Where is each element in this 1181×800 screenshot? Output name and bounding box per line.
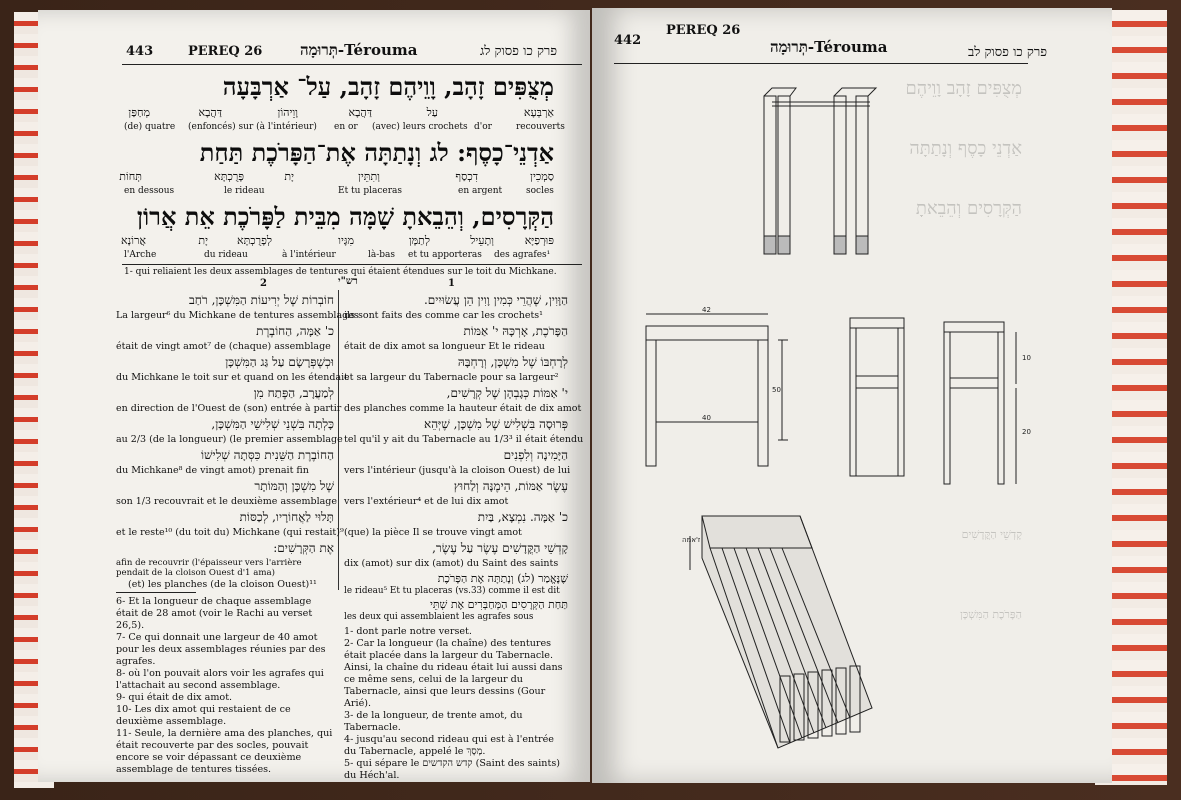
column-row-french: La largeur⁶ du Michkane de tentures assemblages — [116, 310, 359, 321]
aramaic-word: לְפָרֻכְתָּא — [237, 234, 272, 247]
header-rule — [122, 64, 582, 65]
french-gloss: en dessous — [124, 186, 175, 196]
column-2-number: 2 — [260, 278, 267, 289]
french-gloss: Et tu placeras — [338, 186, 402, 196]
verse-footnote: 1- qui reliaient les deux assemblages de tentures qui étaient étendues sur le toit du Michkane. — [124, 267, 557, 277]
column-row-french: au 2/3 (de la longueur) (le premier assemblage — [116, 434, 343, 445]
column-row-hebrew: חוֹבְרוֹת שֶׁל יְרִיעוֹת הַמִּשְׁכָּן, רֹחַב — [188, 293, 334, 307]
column-row-hebrew: קָדְשֵׁי הַקֳּדָשִׁים עֶשֶׂר עַל עֶשֶׂר, — [432, 541, 568, 555]
aramaic-word: תְּחוֹת — [119, 170, 142, 183]
french-gloss: (enfoncés) sur (à l'intérieur) — [188, 122, 317, 132]
column-row-french: était de vingt amot⁷ de (chaque) assemblage — [116, 341, 331, 352]
page-number: 443 — [126, 44, 154, 59]
aramaic-word: פָּרֻכְתָּא — [214, 170, 244, 183]
aramaic-word: פּוּרְפַיָּא — [524, 234, 554, 247]
aramaic-word: וְתִתֵּין — [358, 170, 380, 183]
aramaic-word: מִגָּיו — [338, 234, 354, 247]
right-page: 442 PEREQ 26 תְּרוּמָה-Térouma פרק כו פסוק לב מְצֻפִּים זָהָב וָוֵיהֶם אַדְנֵי כָסֶף וְנָתַתָּה הַקְּרָסִים וְהֵבֵאתָ קָדְשֵׁי הַקֳּדָשִׁים הַפָּרֹכֶת הַמִּשְׁכָּן 42 40 50 10 20 ז'אמה — [592, 8, 1112, 783]
planks-label: ז'אמה — [682, 536, 701, 544]
aramaic-word: אַרְבְּעָא — [523, 106, 554, 119]
diagram-plank-wall — [682, 508, 882, 758]
aramaic-word: יָת — [284, 170, 294, 183]
aramaic-word: עַל — [426, 106, 438, 119]
verse-line-3: הַקְּרָסִים, וְהֵבֵאתָ שָׁמָּה מִבֵּית לַפָּרֹכֶת אֵת אֲרוֹן — [136, 202, 554, 231]
dimension-top: 42 — [702, 306, 711, 314]
diagram-frame-dimensions — [632, 304, 832, 484]
column-row-french: en direction de l'Ouest de (son) entrée à partir — [116, 403, 342, 414]
french-gloss: là-bas — [368, 250, 396, 260]
column-row-hebrew: פְּרוּסָה בִּשְׁלִישׁ שֶׁל מִשְׁכָּן, שֶׁיְּהֵא — [424, 417, 568, 431]
aramaic-word: דִכְסַף — [455, 170, 478, 183]
column-row-hebrew: הַחוֹבֶרֶת הַשֵּׁנִית כִּסְּתָה שְׁלִישׁוֹ — [200, 448, 334, 462]
french-gloss: du rideau — [204, 250, 248, 260]
column-row-french: ils sont faits des comme car les crochets¹ — [344, 310, 543, 321]
footnote: 3- de la longueur, de trente amot, du Tabernacle. — [344, 710, 523, 733]
aramaic-word: וְתָעֵיל — [470, 234, 494, 247]
footnote: 11- Seule, la dernière ama des planches, qui était recouverte par des socles, pouvait encore se voir dépassant ce deuxième assemblage de tentures tissées. — [116, 728, 333, 775]
column-1-number: 1 — [448, 278, 455, 289]
verse-reference: פרק כו פסוק לב — [968, 45, 1048, 60]
column-row-french: tel qu'il y ait du Tabernacle au 1/3³ il était étendu — [344, 434, 584, 445]
column-row-hebrew: שֶׁל מִשְׁכָּן וְהַמּוֹתָר — [254, 479, 334, 493]
column-row-french: et le reste¹⁰ (du toit du) Michkane (qui restait)⁹ — [116, 527, 344, 538]
french-gloss: (de) quatre — [124, 122, 176, 132]
column-row-french: dix (amot) sur dix (amot) du Saint des saints — [344, 558, 559, 569]
french-gloss: à l'intérieur — [282, 250, 336, 260]
column-row-hebrew: הַפָּרֹכֶת, אָרְכָּהּ י' אַמּוֹת — [463, 324, 568, 338]
dimension-height: 50 — [772, 386, 781, 394]
section-title: PEREQ 26 — [188, 44, 263, 59]
column-row-hebrew: הַוָּוִין, שֶׁהֲרֵי כְּמִין וָוִין הֵן עֲשׂוּיִים. — [423, 293, 568, 307]
footnote: 9- qui était de dix amot. — [116, 692, 233, 703]
footnote: 2- Car la longueur (la chaîne) des tentures était placée dans la largeur du Tabernacle. Ainsi, la chaîne du rideau était lui aussi dans ce même sens, celui de la largeur du Tabernacle, ainsi que leurs dessins (Gour Arié). — [344, 638, 563, 709]
column-row-french: son 1/3 recouvrait et le deuxième assemblage — [116, 496, 337, 507]
french-gloss: en argent — [458, 186, 503, 196]
column-row-french: des planches comme la hauteur était de dix amot — [344, 403, 582, 414]
footnote: 1- dont parle notre verset. — [344, 626, 472, 637]
column-row-hebrew: וּכְשֶׁפְּרָשָׂם עַל גַּג הַמִּשְׁכָּן — [225, 355, 334, 369]
dimension-upper: 10 — [1022, 354, 1031, 362]
column-row-french: les deux qui assemblaient les agrafes sous — [344, 612, 534, 622]
column-row-hebrew: כ' אַמָּה, הַחוֹבֶרֶת — [256, 324, 334, 338]
column-row-french: (et) les planches (de la cloison Ouest)¹¹ — [128, 579, 317, 590]
column-row-french: (que) la pièce Il se trouve vingt amot — [344, 527, 522, 538]
french-gloss: des agrafes¹ — [494, 250, 551, 260]
french-gloss: socles — [526, 186, 554, 196]
column-row-hebrew: כָּלְתָה בִּשְׁנֵי שְׁלִישֵׁי הַמִּשְׁכָּן, — [211, 417, 334, 431]
aramaic-word: וָוֵיהוֹן — [277, 106, 298, 119]
french-gloss: et tu apporteras — [408, 250, 482, 260]
aramaic-word: סַמְכִין — [530, 170, 554, 183]
column-row-hebrew: כ' אַמָּה. נִמְצָא, בַּיִת — [477, 510, 568, 524]
parasha-title: תְּרוּמָה-Térouma — [300, 41, 418, 59]
french-gloss: le rideau — [224, 186, 265, 196]
column-row-hebrew: תַּחַת הַקְּרָסִים הַמְּחַבְּרִים אֶת שְׁתֵּי — [429, 598, 568, 611]
footnote: 4- jusqu'au second rideau qui est à l'entrée du Tabernacle, appelé le מָסָךְ. — [344, 734, 554, 757]
column-row-hebrew: לְמַעֲרָב, הַפֶּתַח מִן — [253, 386, 334, 400]
footnote-rule — [116, 592, 196, 593]
header-rule — [614, 63, 1028, 64]
column-row-hebrew: י' אַמּוֹת כְּגָבְהָן שֶׁל קְרָשִׁים, — [446, 386, 568, 400]
diagram-uprights — [752, 84, 892, 262]
column-row-hebrew: הַיָּמִינָה וְלִפְנִים — [503, 448, 568, 462]
french-gloss: recouverts — [516, 122, 565, 132]
column-row-hebrew: אֶת הַקְּרָשִׁים: — [273, 541, 334, 555]
footnotes-right-column — [344, 626, 566, 782]
footnote: 10- Les dix amot qui restaient de ce deuxième assemblage. — [116, 704, 291, 727]
aramaic-word: דַּהֲבָא — [198, 106, 222, 119]
column-row-french: était de dix amot sa longueur Et le rideau — [344, 341, 545, 352]
column-row-french: le rideau⁵ Et tu placeras (vs.33) comme il est dit — [344, 586, 560, 596]
aramaic-word: אֲרוֹנָא — [121, 234, 146, 247]
french-gloss: d'or — [474, 122, 492, 132]
column-row-french: du Michkane le toit sur et quand on les étendait — [116, 372, 348, 383]
diagram-frame-side — [936, 314, 1046, 492]
column-row-hebrew: לְרָחְבּוֹ שֶׁל מִשְׁכָּן, וְרָחְבָּהּ — [457, 355, 568, 369]
column-row-french: du Michkane⁸ de vingt amot) prenait fin — [116, 465, 309, 476]
section-title: PEREQ 26 — [666, 23, 741, 38]
column-row-french: vers l'intérieur (jusqu'à la cloison Ouest) de lui — [344, 465, 571, 476]
footnote: 7- Ce qui donnait une largeur de 40 amot pour les deux assemblages réunies par des agrafes. — [116, 632, 326, 667]
french-gloss: en or — [334, 122, 358, 132]
dimension-inner: 40 — [702, 414, 711, 422]
aramaic-word: לְתַמָּן — [408, 234, 430, 247]
page-number: 442 — [614, 33, 642, 48]
column-row-french: vers l'extérieur⁴ et de lui dix amot — [344, 496, 509, 507]
left-page — [38, 10, 590, 782]
aramaic-word: יָת — [198, 234, 208, 247]
verse-line-2: אַדְנֵי־כָסֶף: לג וְנָתַתָּה אֶת־הַפָּרֹכֶת תַּחַת — [199, 138, 554, 167]
column-row-french: afin de recouvrir (l'épaisseur vers l'arrière pendait de la cloison Ouest d'1 ama) — [116, 558, 302, 578]
aramaic-word: מְחַפַּן — [128, 106, 150, 119]
french-gloss: l'Arche — [124, 250, 157, 260]
verse-line-1: מְצֻפִּים זָהָב, וָוֵיהֶם זָהָב, עַל־ אַרְבָּעָה — [222, 72, 554, 101]
parasha-title: תְּרוּמָה-Térouma — [770, 38, 888, 56]
footnote: 5- qui sépare le קדש הקדשים (Saint des saints) du Héch'al. — [344, 758, 561, 781]
dimension-lower: 20 — [1022, 428, 1031, 436]
column-row-hebrew: שֶׁנֶּאֱמַר (לג) וְנָתַתָּה אֶת הַפָּרֹכֶת — [437, 572, 568, 585]
commentary-label: רש"י — [338, 276, 358, 287]
aramaic-word: דַּהֲבָא — [348, 106, 372, 119]
diagram-frame-sockets — [840, 308, 910, 488]
verse-reference: פרק כו פסוק לג — [480, 44, 558, 59]
footnote: 6- Et la longueur de chaque assemblage était de 28 amot (voir le Rachi au verset 26,5). — [116, 596, 313, 631]
column-row-hebrew: עֶשֶׂר אַמּוֹת, הֵימֶנָּה וְלַחוּץ — [453, 479, 568, 493]
verse-rule — [122, 264, 582, 265]
footnote: 8- où l'on pouvait alors voir les agrafes qui l'attachait au second assemblage. — [116, 668, 324, 691]
column-row-french: et sa largeur du Tabernacle pour sa largeur² — [344, 372, 559, 383]
french-gloss: (avec) leurs crochets — [372, 122, 468, 132]
column-row-hebrew: תָּלוּי לַאֲחוֹרָיו, לְכַסּוֹת — [239, 510, 334, 524]
footnotes-left-column — [116, 596, 334, 776]
